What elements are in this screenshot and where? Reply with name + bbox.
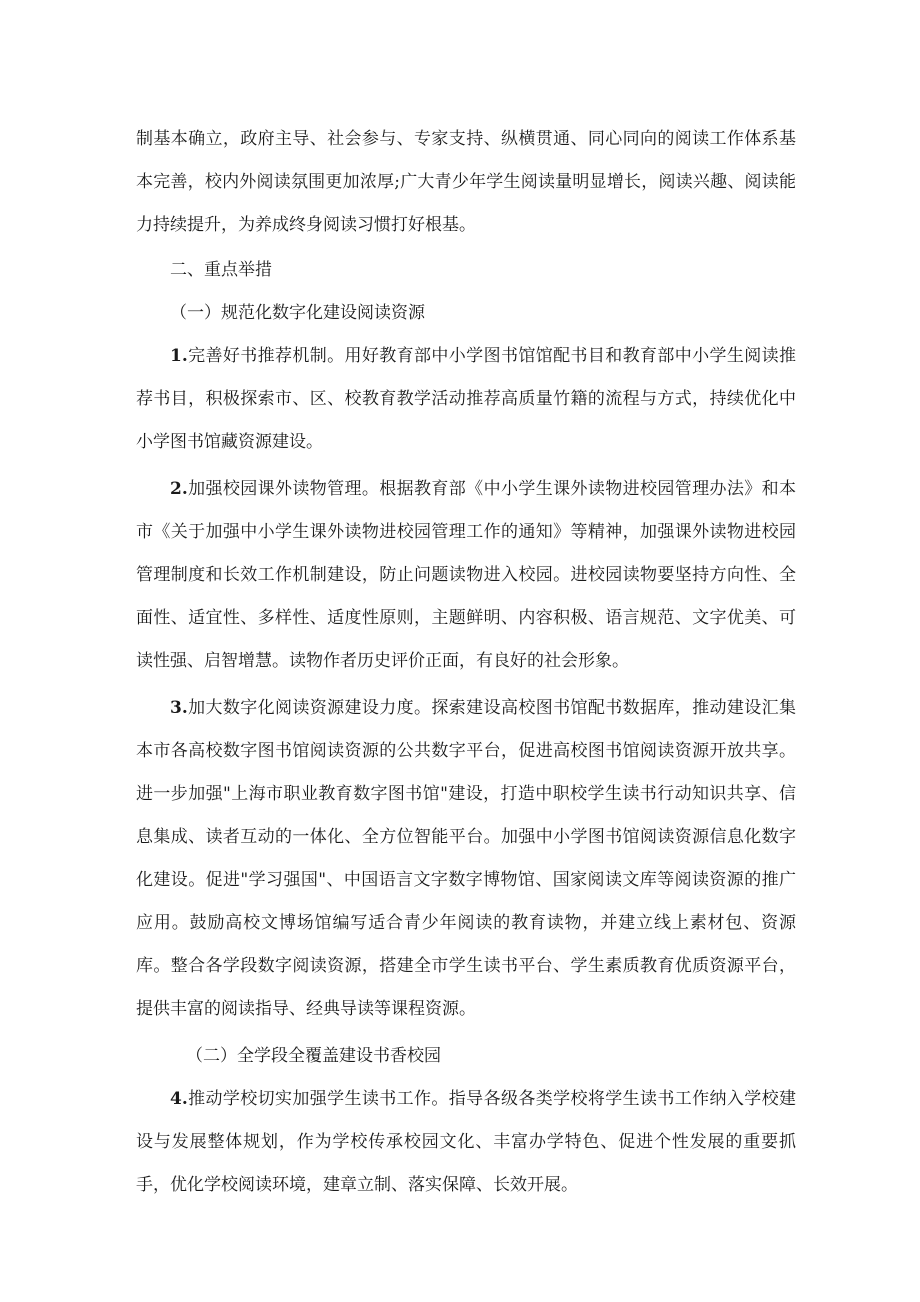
item-3-paragraph (136, 687, 796, 1031)
item-2-text: 加强校园课外读物管理。根据教育部《中小学生课外读物进校园管理办法》和本市《关于加强中小学生课外读物进校园管理工作的通知》等精神，加强课外读物进校园管理制度和长效工作机制建设，防止问题读物进入校园。进校园读物要坚持方向性、全面性、适宜性、多样性、适度性原则，主题鲜明、内容积极、语言规范、文字优美、可读性强、启智增慧。读物作者历史评价正面，有良好的社会形象。 (136, 479, 796, 671)
item-1-paragraph (136, 335, 796, 464)
item-2-number: 2. (170, 479, 188, 499)
item-1-text: 完善好书推荐机制。用好教育部中小学图书馆馆配书目和教育部中小学生阅读推荐书目，积极探索市、区、校教育教学活动推荐高质量竹籍的流程与方式，持续优化中小学图书馆藏资源建设。 (136, 346, 796, 452)
item-1-number: 1. (170, 346, 188, 366)
subsection-heading-book-campus: （二）全学段全覆盖建设书香校园 (186, 1046, 441, 1066)
item-4-number: 4. (170, 1089, 188, 1109)
section-heading-key-measures: 二、重点举措 (170, 260, 272, 280)
subsection-heading-reading-resources: （一）规范化数字化建设阅读资源 (170, 303, 425, 323)
document-page (136, 118, 796, 1207)
item-4-paragraph (136, 1078, 796, 1207)
intro-continuation-paragraph: 制基本确立，政府主导、社会参与、专家支持、纵横贯通、同心同向的阅读工作体系基本完善，校内外阅读氛围更加浓厚;广大青少年学生阅读量明显增长，阅读兴趣、阅读能力持续提升，为养成终身阅读习惯打好根基。 (136, 129, 796, 235)
item-4-text: 推动学校切实加强学生读书工作。指导各级各类学校将学生读书工作纳入学校建设与发展整体规划，作为学校传承校园文化、丰富办学特色、促进个性发展的重要抓手，优化学校阅读环境，建章立制、落实保障、长效开展。 (136, 1089, 796, 1195)
item-2-paragraph (136, 468, 796, 683)
item-3-text: 加大数字化阅读资源建设力度。探索建设高校图书馆配书数据库，推动建设汇集本市各高校数字图书馆阅读资源的公共数字平台，促进高校图书馆阅读资源开放共享。进一步加强"上海市职业教育数字图书馆"建设，打造中职校学生读书行动知识共享、信息集成、读者互动的一体化、全方位智能平台。加强中小学图书馆阅读资源信息化数字化建设。促进"学习强国"、中国语言文字数字博物馆、国家阅读文库等阅读资源的推广应用。鼓励高校文博场馆编写适合青少年阅读的教育读物，并建立线上素材包、资源库。整合各学段数字阅读资源，搭建全市学生读书平台、学生素质教育优质资源平台，提供丰富的阅读指导、经典导读等课程资源。 (136, 698, 796, 1019)
item-3-number: 3. (170, 698, 188, 718)
